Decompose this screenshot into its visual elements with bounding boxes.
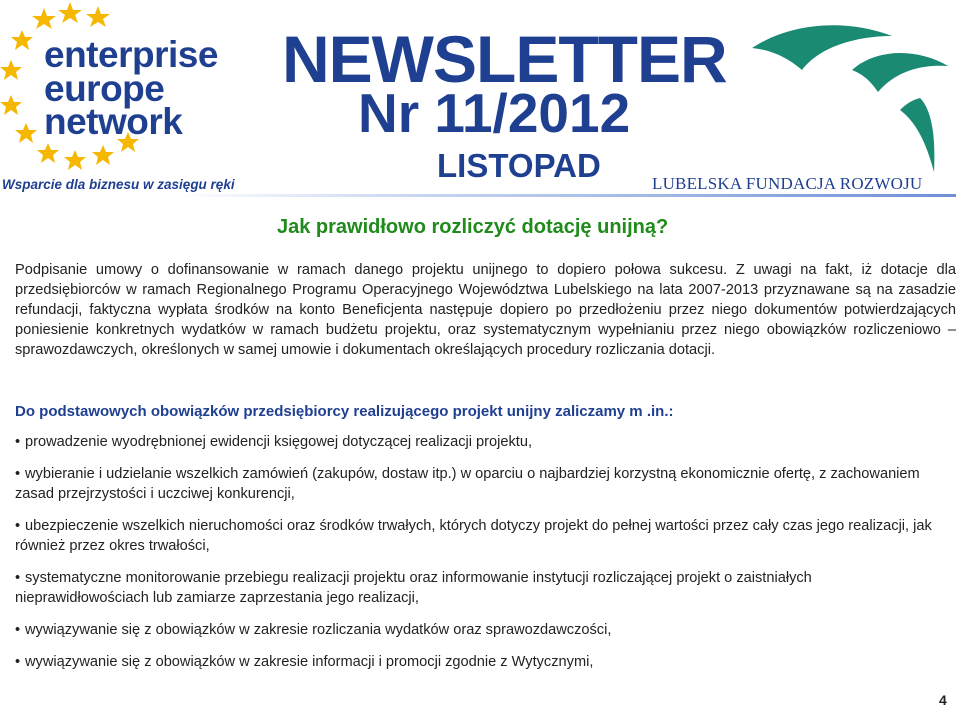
- bullet-icon: •: [15, 466, 21, 482]
- article-heading: Jak prawidłowo rozliczyć dotację unijną?: [277, 216, 669, 238]
- logo-tagline: Wsparcie dla biznesu w zasięgu ręki: [2, 177, 235, 192]
- list-item-text: wywiązywanie się z obowiązków w zakresie rozliczania wydatków oraz sprawozdawczości,: [25, 622, 612, 638]
- star-icon: [0, 95, 22, 115]
- newsletter-issue-number: Nr 11/2012: [358, 82, 631, 144]
- page-number: 4: [939, 692, 947, 708]
- star-icon: [32, 8, 56, 29]
- leaf-shape: [900, 98, 934, 172]
- star-icon: [86, 6, 110, 27]
- list-item-text: systematyczne monitorowanie przebiegu realizacji projektu oraz informowanie instytucji rozliczającej projekt o zaistniałych nieprawidłowościach lub zamiarze zaprzestania jego realizacji,: [15, 570, 812, 606]
- star-icon: [11, 30, 33, 50]
- star-icon: [58, 2, 82, 23]
- list-item-text: wywiązywanie się z obowiązków w zakresie informacji i promocji zgodnie z Wytycznymi,: [25, 654, 594, 670]
- newsletter-month: LISTOPAD: [437, 147, 601, 184]
- header-divider: [172, 194, 956, 197]
- list-item: [15, 464, 945, 504]
- logo-word-europe: europe: [44, 68, 165, 109]
- fundacja-leaf-logo-icon: [750, 18, 950, 173]
- list-item: [15, 652, 945, 672]
- list-item-text: prowadzenie wyodrębnionej ewidencji księgowej dotyczącej realizacji projektu,: [25, 434, 532, 450]
- list-item: [15, 516, 945, 556]
- partner-name: LUBELSKA FUNDACJA ROZWOJU: [652, 174, 923, 193]
- list-item: [15, 620, 945, 640]
- bullet-icon: •: [15, 518, 21, 534]
- logo-word-network: network: [44, 101, 183, 142]
- logo-word-enterprise: enterprise: [44, 34, 218, 75]
- bullet-icon: •: [15, 570, 21, 586]
- bullet-icon: •: [15, 654, 21, 670]
- obligations-heading: Do podstawowych obowiązków przedsiębiorcy realizującego projekt unijny zaliczamy m .in.:: [15, 403, 674, 420]
- star-icon: [64, 150, 86, 170]
- list-item-text: ubezpieczenie wszelkich nieruchomości oraz środków trwałych, których dotyczy projekt do pełnej wartości przez cały czas jego realizacji, jak również przez okres trwałości,: [15, 518, 932, 554]
- newsletter-title: NEWSLETTER: [282, 22, 727, 96]
- star-icon: [15, 123, 37, 143]
- list-item: [15, 432, 945, 452]
- enterprise-europe-network-logo: [0, 0, 235, 200]
- bullet-icon: •: [15, 434, 21, 450]
- star-icon: [0, 60, 22, 80]
- star-icon: [37, 143, 59, 163]
- intro-paragraph: Podpisanie umowy o dofinansowanie w ramach danego projektu unijnego to dopiero połowa sukcesu. Z uwagi na fakt, iż dotacje dla przedsiębiorców w ramach Regionalnego Programu Operacyjnego Województwa Lubelskiego na lata 2007-2013 przyznawane są na zasadzie refundacji, faktyczna wypłata środków na konto Beneficjenta następuje dopiero po przedłożeniu przez niego dokumentów potwierdzających poniesienie konkretnych wydatków w ramach budżetu projektu, oraz systematycznym wypełnianiu przez niego obowiązków rozliczeniowo – sprawozdawczych, określonych w samej umowie i dokumentach określających procedury rozliczania dotacji.: [15, 262, 956, 358]
- star-icon: [92, 145, 114, 165]
- list-item: [15, 568, 945, 608]
- bullet-icon: •: [15, 622, 21, 638]
- list-item-text: wybieranie i udzielanie wszelkich zamówień (zakupów, dostaw itp.) w oparciu o najbardziej korzystną ekonomicznie ofertę, z zachowaniem zasad przejrzystości i uczciwej konkurencji,: [15, 466, 920, 502]
- leaf-shape: [852, 53, 948, 92]
